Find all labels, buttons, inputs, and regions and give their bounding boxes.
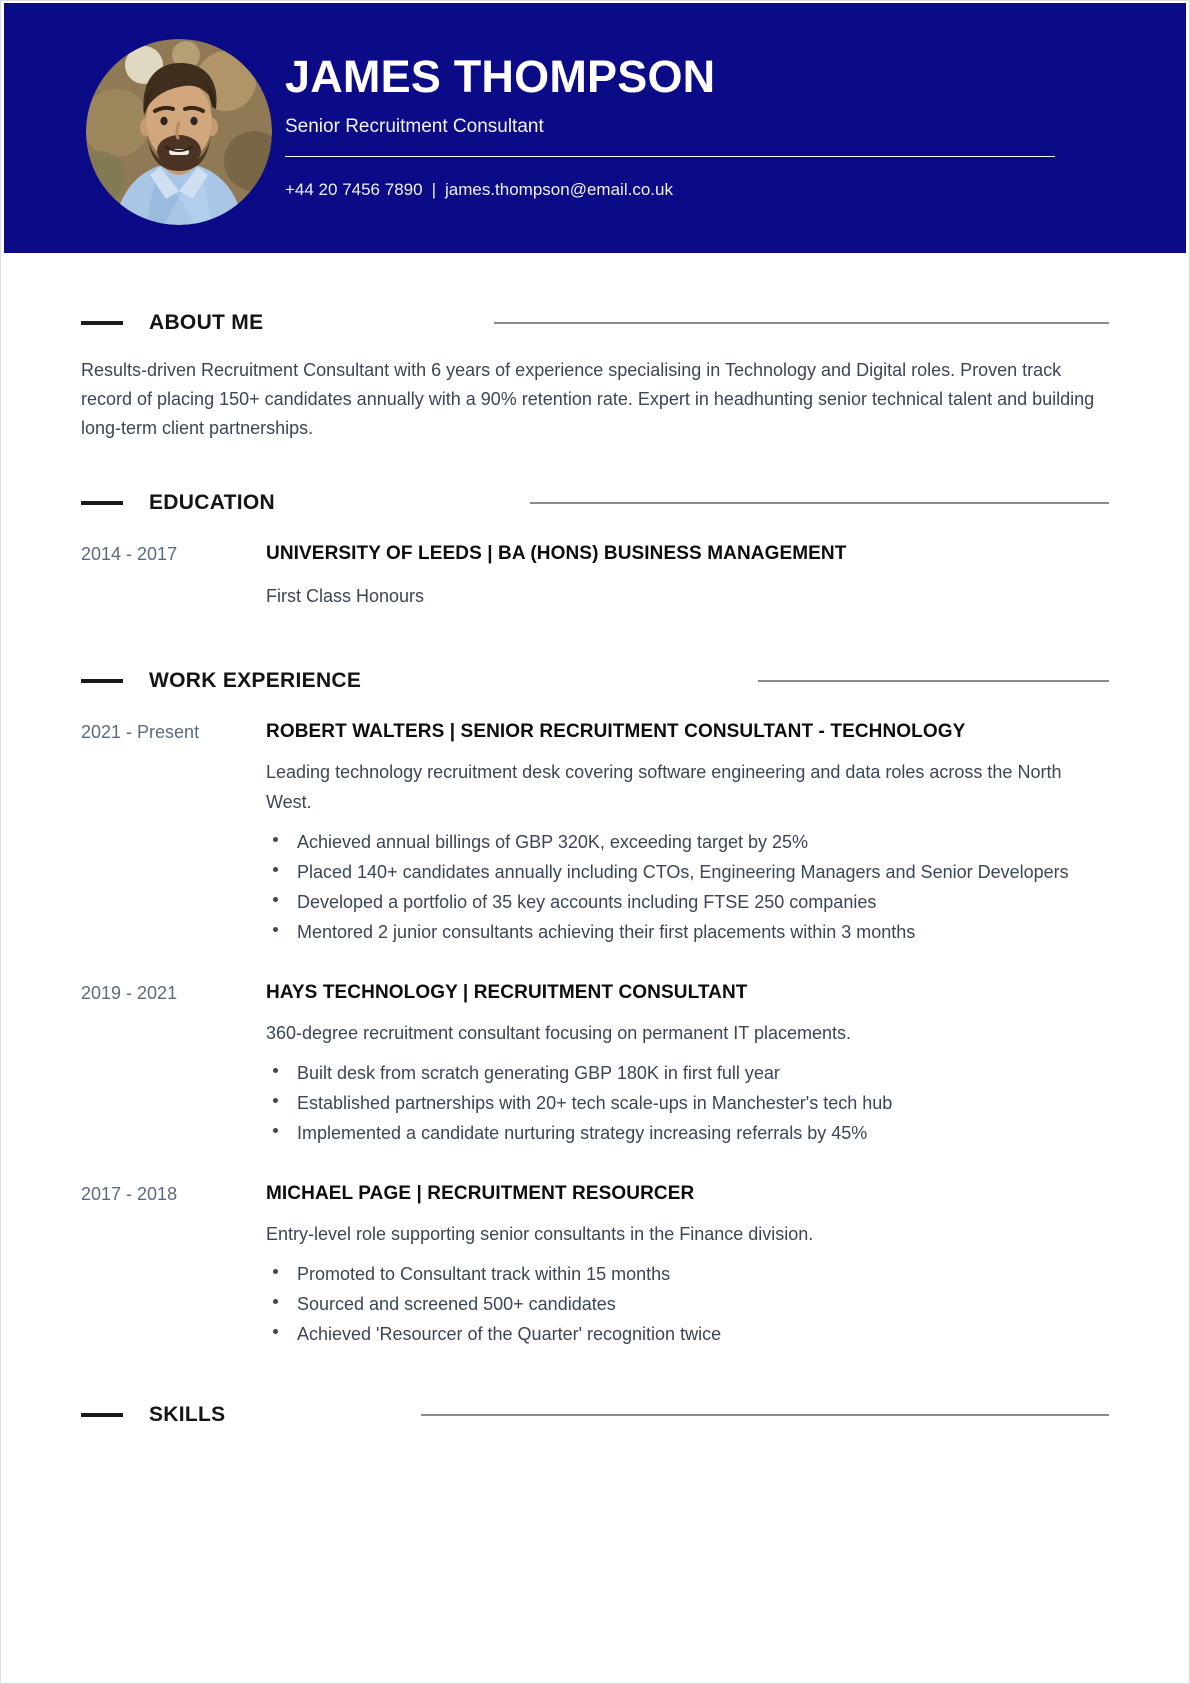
- bullet-item: [266, 1259, 1109, 1289]
- section-dash: [81, 679, 123, 683]
- bullet-text: Built desk from scratch generating GBP 180K in first full year: [297, 1063, 780, 1083]
- job-description: Entry-level role supporting senior consultants in the Finance division.: [266, 1224, 814, 1244]
- education-detail: First Class Honours: [266, 586, 425, 606]
- about-section-header: [81, 311, 1109, 335]
- bullet-item: [266, 1088, 1109, 1118]
- about-paragraph: Results-driven Recruitment Consultant with 6 years of experience specialising in Technology and Digital roles. Proven track record of placing 150+ candidates annually with a 90% retention rate. Expert in headhunting senior technical talent and building long-term client partnerships.: [81, 360, 1095, 438]
- bullet-item: [266, 917, 1109, 947]
- bullet-dot: [273, 1068, 278, 1073]
- email-address: james.thompson@email.co.uk: [444, 180, 673, 199]
- job-dates: 2017 - 2018: [81, 1184, 178, 1204]
- section-skills: [81, 1403, 1109, 1427]
- job-entry: [81, 981, 1109, 1148]
- job-bullet-list: [266, 827, 1109, 947]
- job-bullet-list: [266, 1259, 1109, 1349]
- section-about: [81, 311, 1109, 443]
- job-title: MICHAEL PAGE | RECRUITMENT RESOURCER: [266, 1183, 695, 1204]
- bullet-dot: [273, 897, 278, 902]
- bullet-text: Placed 140+ candidates annually including CTOs, Engineering Managers and Senior Developers: [297, 862, 1069, 882]
- contact-line: [285, 179, 673, 201]
- profile-photo-illustration: [86, 39, 272, 225]
- section-dash: [81, 1413, 123, 1417]
- candidate-name: JAMES THOMPSON: [285, 51, 716, 102]
- bullet-text: Mentored 2 junior consultants achieving their first placements within 3 months: [297, 922, 916, 942]
- section-dash: [81, 321, 123, 325]
- section-rule: [530, 502, 1109, 504]
- bullet-item: [266, 1319, 1109, 1349]
- job-entry-body: [266, 981, 1109, 1148]
- bullet-text: Established partnerships with 20+ tech scale-ups in Manchester's tech hub: [297, 1093, 893, 1113]
- education-section-header: [81, 491, 1109, 515]
- skills-section-header: [81, 1403, 1109, 1427]
- bullet-dot: [273, 837, 278, 842]
- education-title: UNIVERSITY OF LEEDS | BA (HONS) BUSINESS MANAGEMENT: [266, 543, 847, 564]
- job-dates: 2021 - Present: [81, 722, 200, 742]
- job-title: ROBERT WALTERS | SENIOR RECRUITMENT CONSULTANT - TECHNOLOGY: [266, 721, 966, 742]
- bullet-item: [266, 1058, 1109, 1088]
- job-title: HAYS TECHNOLOGY | RECRUITMENT CONSULTANT: [266, 982, 748, 1003]
- bullet-item: [266, 1289, 1109, 1319]
- experience-section-title: WORK EXPERIENCE: [149, 669, 362, 692]
- profile-photo: [86, 39, 272, 225]
- contact-separator: |: [431, 180, 436, 199]
- bullet-text: Achieved 'Resourcer of the Quarter' recognition twice: [297, 1324, 722, 1344]
- header-divider-line: [285, 156, 1055, 157]
- section-work-experience: [81, 669, 1109, 1349]
- bullet-dot: [273, 1329, 278, 1334]
- bullet-item: [266, 857, 1109, 887]
- cv-body: [1, 311, 1189, 1427]
- job-description: Leading technology recruitment desk covering software engineering and data roles across the North West.: [266, 762, 1062, 812]
- bullet-dot: [273, 1098, 278, 1103]
- job-list: [81, 720, 1109, 1349]
- job-entry: [81, 720, 1109, 947]
- skills-section-title: SKILLS: [149, 1403, 226, 1426]
- bullet-dot: [273, 1128, 278, 1133]
- experience-section-header: [81, 669, 1109, 693]
- bullet-text: Promoted to Consultant track within 15 months: [297, 1264, 671, 1284]
- job-dates: 2019 - 2021: [81, 983, 178, 1003]
- job-description: 360-degree recruitment consultant focusing on permanent IT placements.: [266, 1023, 851, 1043]
- bullet-item: [266, 827, 1109, 857]
- education-dates: 2014 - 2017: [81, 544, 178, 564]
- candidate-job-title: Senior Recruitment Consultant: [285, 116, 544, 137]
- job-entry: [81, 1182, 1109, 1349]
- phone-number: +44 20 7456 7890: [285, 180, 423, 199]
- bullet-text: Achieved annual billings of GBP 320K, exceeding target by 25%: [297, 832, 809, 852]
- section-education: [81, 491, 1109, 608]
- education-entry: [81, 542, 1109, 608]
- job-bullet-list: [266, 1058, 1109, 1148]
- bullet-text: Sourced and screened 500+ candidates: [297, 1294, 616, 1314]
- education-entry-body: [266, 542, 1109, 608]
- about-section-title: ABOUT ME: [149, 311, 264, 334]
- bullet-text: Implemented a candidate nurturing strategy increasing referrals by 45%: [297, 1123, 868, 1143]
- bullet-item: [266, 887, 1109, 917]
- job-entry-body: [266, 1182, 1109, 1349]
- bullet-text: Developed a portfolio of 35 key accounts including FTSE 250 companies: [297, 892, 877, 912]
- bullet-dot: [273, 1299, 278, 1304]
- bullet-dot: [273, 867, 278, 872]
- education-section-title: EDUCATION: [149, 491, 275, 514]
- bullet-dot: [273, 927, 278, 932]
- section-rule: [494, 322, 1109, 324]
- section-dash: [81, 501, 123, 505]
- bullet-dot: [273, 1269, 278, 1274]
- job-entry-body: [266, 720, 1109, 947]
- bullet-item: [266, 1118, 1109, 1148]
- cv-header: [4, 3, 1186, 253]
- section-rule: [421, 1414, 1109, 1416]
- section-rule: [758, 680, 1109, 682]
